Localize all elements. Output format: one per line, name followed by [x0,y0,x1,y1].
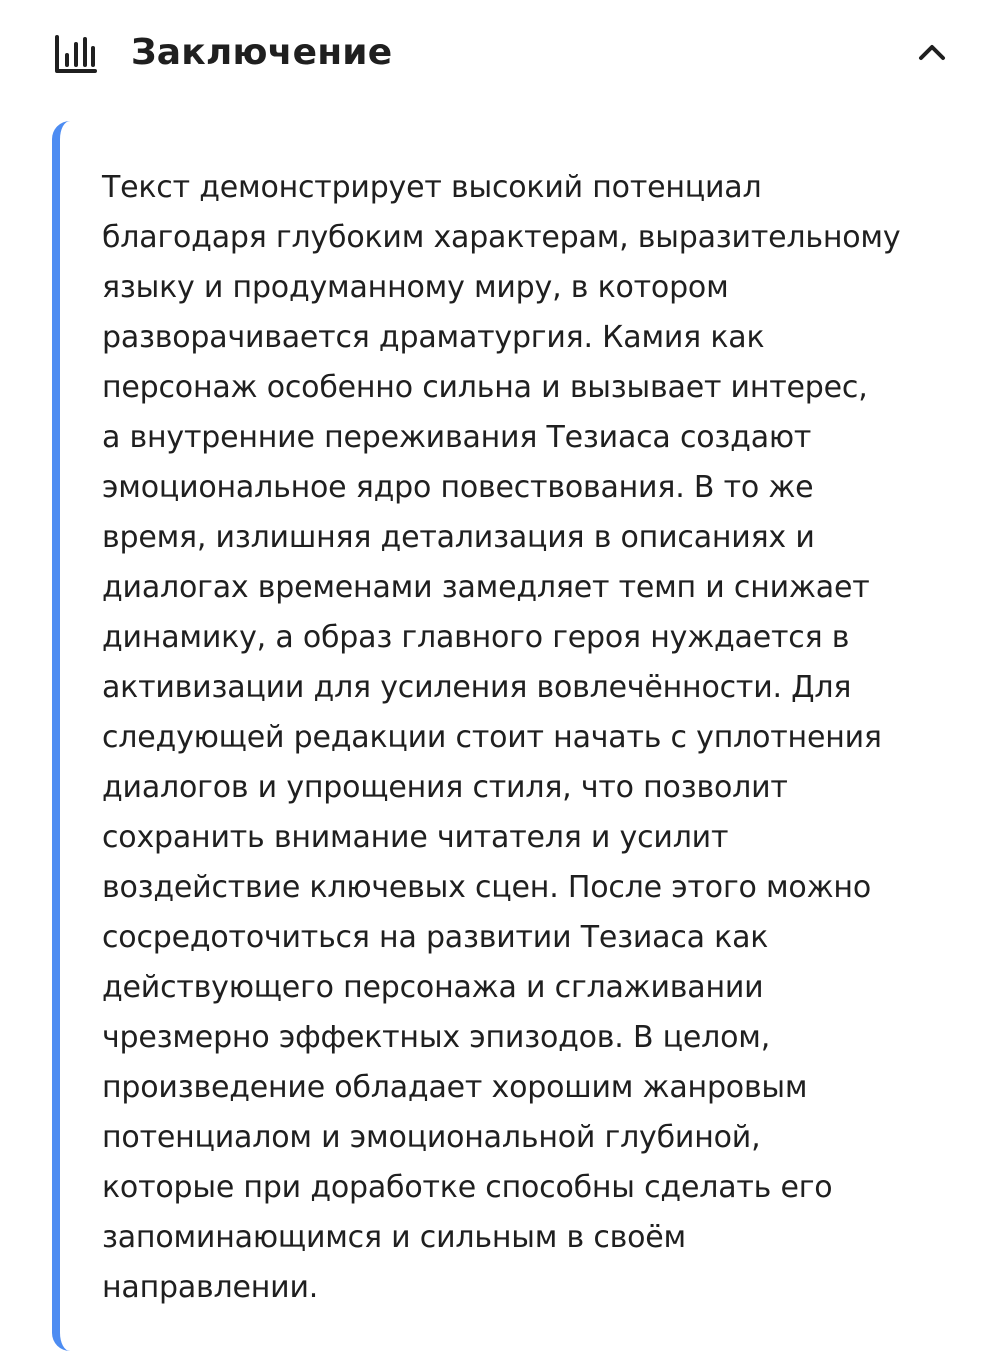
summary-line: направлении. [102,1270,319,1305]
summary-line: языку и продуманному миру, в котором [102,270,729,305]
conclusion-content-block [52,121,952,1351]
summary-line: сосредоточиться на развитии Тезиаса как [102,920,769,955]
summary-line: Текст демонстрирует высокий потенциал [102,170,762,205]
conclusion-summary-text [102,163,932,1313]
section-title: Заключение [131,32,393,73]
summary-line: диалогов и упрощения стиля, что позволит [102,770,788,805]
summary-line: действующего персонажа и сглаживании [102,970,764,1005]
chevron-up-icon [910,32,954,76]
summary-line: диалогах временами замедляет темп и снижает [102,570,870,605]
summary-line: сохранить внимание читателя и усилит [102,820,729,855]
conclusion-section-header[interactable] [0,0,998,106]
summary-line: разворачивается драматургия. Камия как [102,320,765,355]
summary-line: произведение обладает хорошим жанровым [102,1070,808,1105]
summary-line: персонаж особенно сильна и вызывает интерес, [102,370,868,405]
summary-line: эмоциональное ядро повествования. В то же [102,470,814,505]
blue-accent-bar [52,121,70,1351]
summary-line: которые при доработке способны сделать его [102,1170,833,1205]
summary-line: запоминающимся и сильным в своём [102,1220,686,1255]
collapse-toggle-button[interactable] [910,32,954,76]
summary-line: потенциалом и эмоциональной глубиной, [102,1120,761,1155]
summary-line: чрезмерно эффектных эпизодов. В целом, [102,1020,771,1055]
summary-line: а внутренние переживания Тезиаса создают [102,420,812,455]
bar-chart-icon [54,32,98,76]
summary-line: активизации для усиления вовлечённости. Для [102,670,852,705]
summary-line: благодаря глубоким характерам, выразительному [102,220,901,255]
summary-line: воздействие ключевых сцен. После этого можно [102,870,871,905]
summary-line: следующей редакции стоит начать с уплотнения [102,720,882,755]
summary-line: динамику, а образ главного героя нуждается в [102,620,850,655]
summary-line: время, излишняя детализация в описаниях и [102,520,815,555]
